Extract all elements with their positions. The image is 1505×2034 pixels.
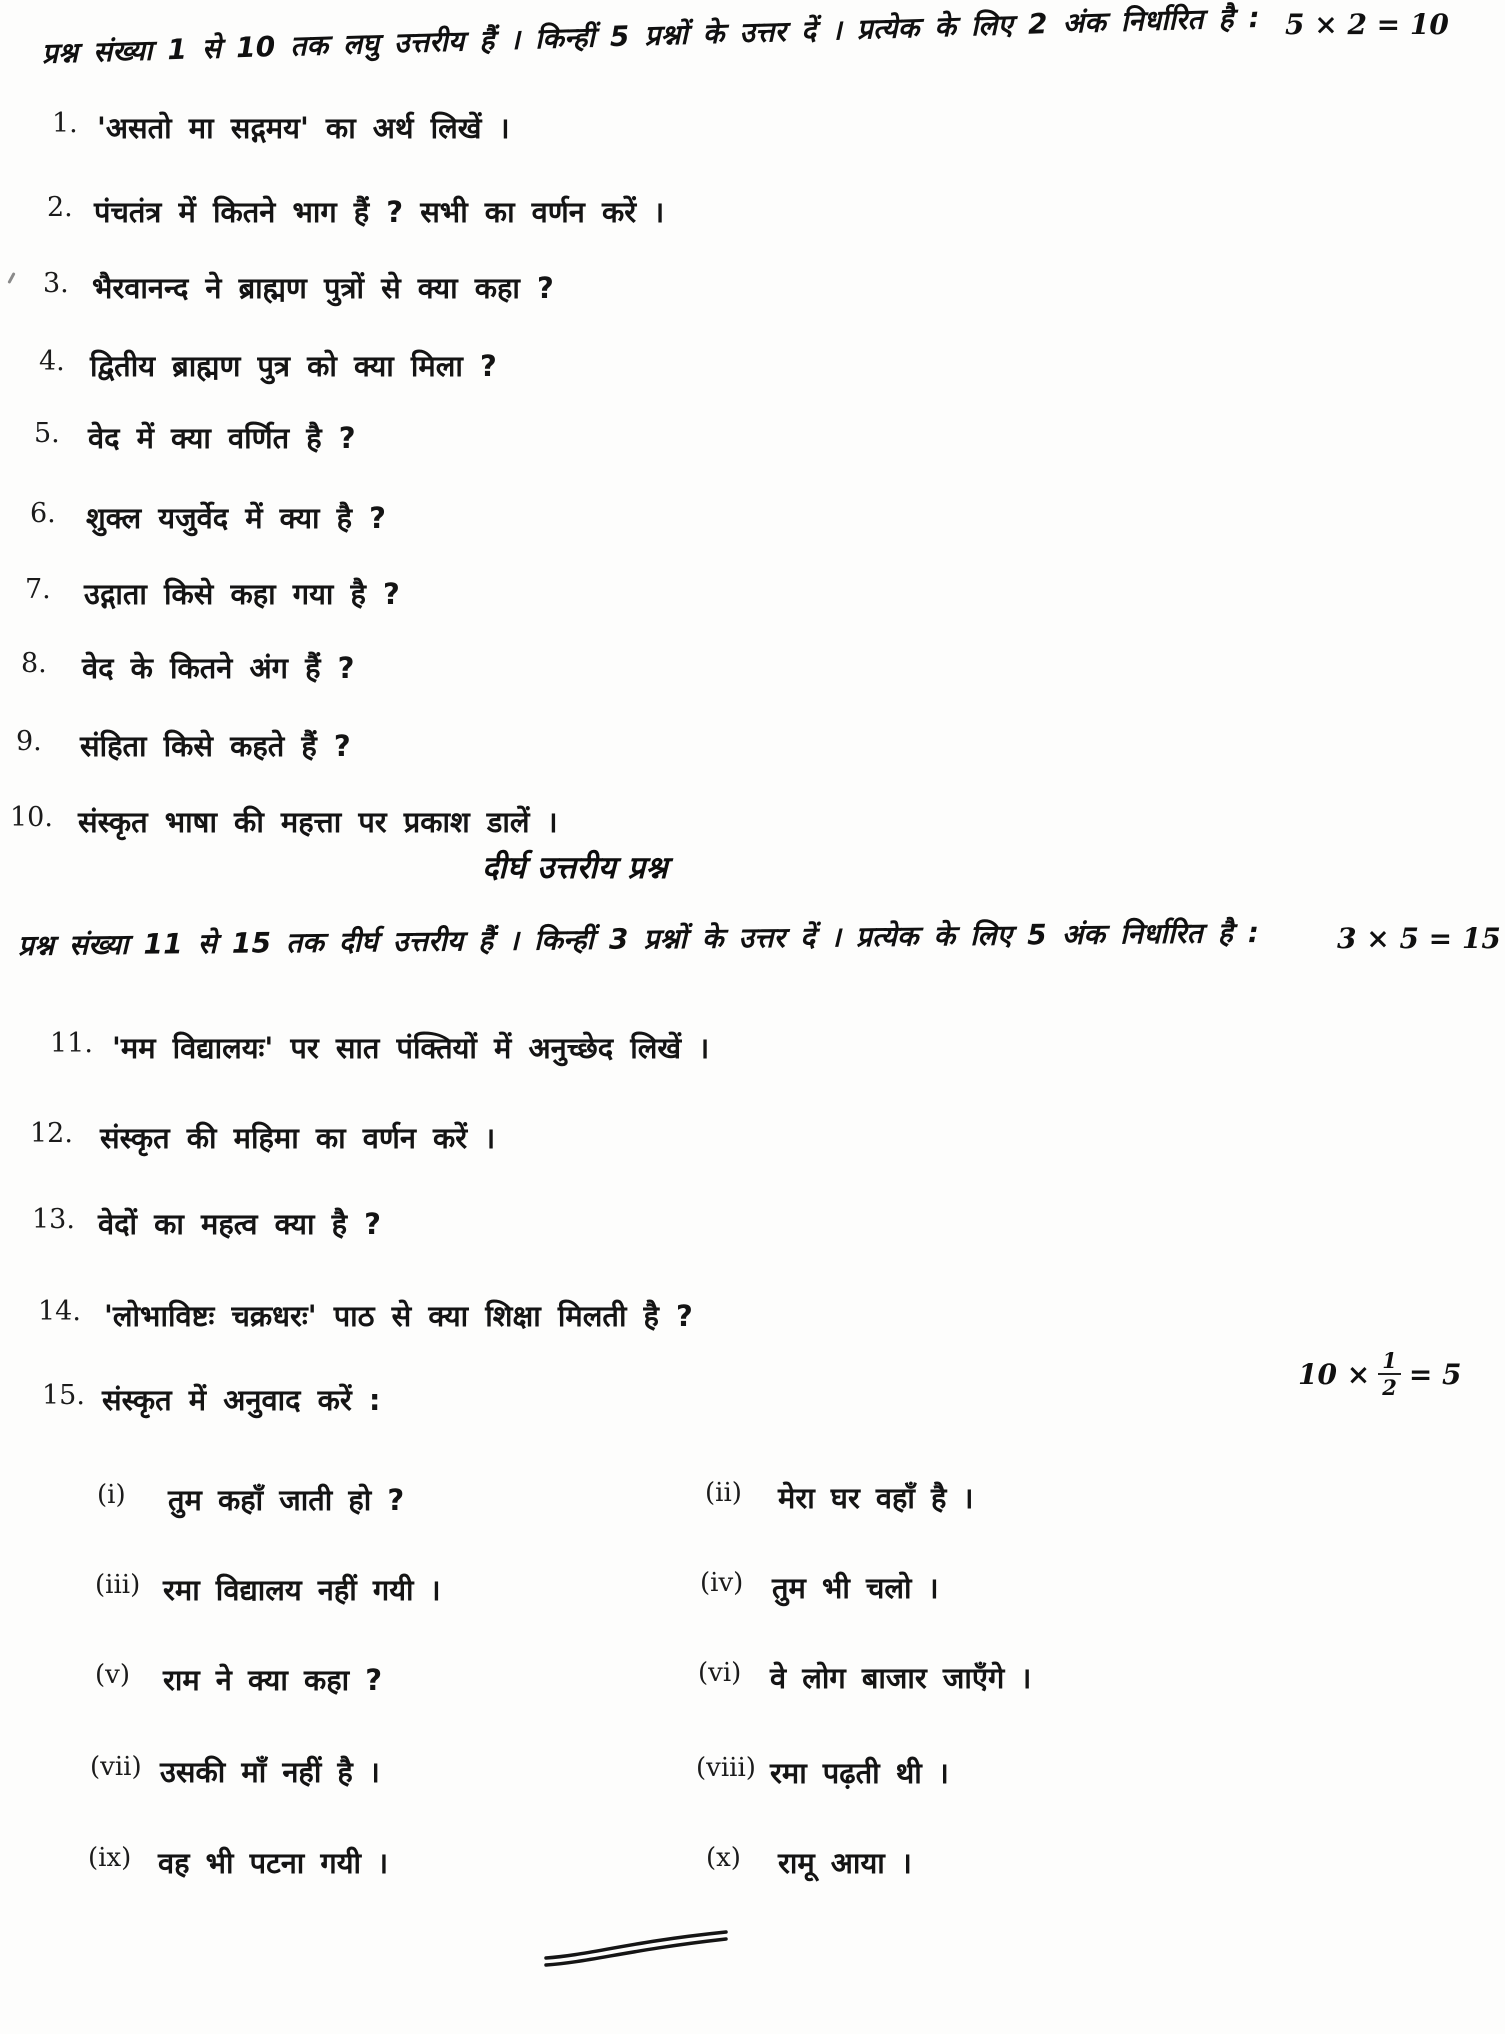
question-row: [0, 346, 1505, 394]
question-text: वेद में क्या वर्णित है ?: [88, 421, 356, 455]
translation-item: [0, 1478, 1505, 1526]
question-number: 2.: [47, 192, 73, 223]
question-number: 5.: [34, 418, 60, 449]
translation-number: (i): [97, 1480, 126, 1510]
question-row: [0, 648, 1505, 696]
translation-number: (vi): [698, 1658, 742, 1688]
section2-heading: दीर्घ उत्तरीय प्रश्न: [481, 850, 669, 886]
end-rule-line: [540, 1928, 735, 1978]
translation-text: वे लोग बाजार जाएँगे ।: [770, 1661, 1032, 1695]
section2-marks: 3 × 5 = 15: [1337, 922, 1501, 955]
q15-marks-fraction: [1378, 1350, 1401, 1398]
question-row: [0, 1296, 1505, 1344]
translation-number: (x): [706, 1843, 741, 1873]
fraction-numerator: 1: [1378, 1350, 1401, 1375]
question-text: द्वितीय ब्राह्मण पुत्र को क्या मिला ?: [90, 349, 497, 383]
question-text: 'लोभाविष्टः चक्रधरः' पाठ से क्या शिक्षा मिलती है ?: [104, 1299, 693, 1333]
question-row: [0, 108, 1505, 156]
translation-text: रमा विद्यालय नहीं गयी ।: [163, 1573, 441, 1607]
translation-item: [0, 1658, 1505, 1706]
question-row: [0, 1380, 1505, 1428]
question-row: [0, 498, 1505, 546]
question-row: [0, 418, 1505, 466]
translation-number: (iii): [95, 1570, 141, 1600]
translation-number: (v): [95, 1660, 130, 1690]
question-number: 3.: [43, 268, 69, 299]
question-number: 12.: [30, 1118, 73, 1149]
question-number: 10.: [10, 802, 53, 833]
section2-instruction: प्रश्न संख्या 11 से 15 तक दीर्घ उत्तरीय हैं । किन्हीं 3 प्रश्नों के उत्तर दें । प्रत्येक के लिए 5 अंक निर्धारित है :: [17, 916, 1260, 962]
question-row: [0, 726, 1505, 774]
translation-text: मेरा घर वहाँ है ।: [778, 1481, 974, 1515]
question-number: 13.: [32, 1204, 75, 1235]
question-text: वेदों का महत्व क्या है ?: [98, 1207, 381, 1241]
question-row: [0, 192, 1505, 240]
translation-item: [0, 1753, 1505, 1801]
translation-number: (ii): [705, 1478, 742, 1508]
question-number: 7.: [25, 574, 51, 605]
translation-number: (viii): [696, 1753, 756, 1783]
question-number: 9.: [16, 726, 42, 757]
question-row: [0, 1028, 1505, 1076]
translation-text: रमा पढ़ती थी ।: [770, 1756, 949, 1790]
q15-marks-lead: 10 ×: [1298, 1357, 1371, 1391]
section1-marks: 5 × 2 = 10: [1285, 8, 1449, 41]
question-number: 8.: [21, 648, 47, 679]
translation-number: (iv): [700, 1568, 744, 1598]
section1-instruction: प्रश्न संख्या 1 से 10 तक लघु उत्तरीय हैं । किन्हीं 5 प्रश्नों के उत्तर दें । प्रत्येक के लिए 2 अंक निर्धारित है :: [41, 0, 1261, 70]
question-text: संहिता किसे कहते हैं ?: [80, 729, 351, 763]
translation-text: तुम भी चलो ।: [772, 1571, 939, 1605]
question-text: संस्कृत भाषा की महत्ता पर प्रकाश डालें ।: [78, 805, 558, 839]
question-number: 14.: [38, 1296, 81, 1327]
question-number: 11.: [50, 1028, 93, 1059]
question-text: उद्गाता किसे कहा गया है ?: [84, 577, 400, 611]
question-number: 1.: [52, 108, 78, 139]
question-text: भैरवानन्द ने ब्राह्मण पुत्रों से क्या कहा ?: [92, 271, 554, 305]
q15-marks: [1298, 1350, 1462, 1398]
question-text: शुक्ल यजुर्वेद में क्या है ?: [86, 501, 386, 535]
question-text: 'मम विद्यालयः' पर सात पंक्तियों में अनुच्छेद लिखें ।: [112, 1031, 710, 1065]
question-row: [0, 1118, 1505, 1166]
question-text: संस्कृत में अनुवाद करें :: [102, 1383, 381, 1417]
translation-item: [0, 1843, 1505, 1891]
question-text: संस्कृत की महिमा का वर्णन करें ।: [100, 1121, 496, 1155]
question-text: वेद के कितने अंग हैं ?: [82, 651, 355, 685]
translation-text: तुम कहाँ जाती हो ?: [168, 1483, 405, 1517]
question-row: [0, 268, 1505, 316]
question-text: 'असतो मा सद्गमय' का अर्थ लिखें ।: [97, 111, 510, 145]
question-text: पंचतंत्र में कितने भाग हैं ? सभी का वर्णन करें ।: [94, 195, 665, 229]
question-row: [0, 802, 1505, 850]
fraction-denominator: 2: [1382, 1375, 1397, 1400]
translation-text: रामू आया ।: [778, 1846, 912, 1880]
question-number: 15.: [42, 1380, 85, 1411]
question-row: [0, 574, 1505, 622]
translation-text: राम ने क्या कहा ?: [163, 1663, 383, 1697]
translation-text: वह भी पटना गयी ।: [158, 1846, 389, 1880]
question-number: 4.: [39, 346, 65, 377]
translation-item: [0, 1568, 1505, 1616]
q15-marks-tail: = 5: [1408, 1357, 1462, 1391]
translation-number: (ix): [88, 1843, 132, 1873]
question-number: 6.: [30, 498, 56, 529]
translation-text: उसकी माँ नहीं है ।: [160, 1755, 380, 1789]
question-row: [0, 1204, 1505, 1252]
translation-number: (vii): [90, 1752, 142, 1782]
